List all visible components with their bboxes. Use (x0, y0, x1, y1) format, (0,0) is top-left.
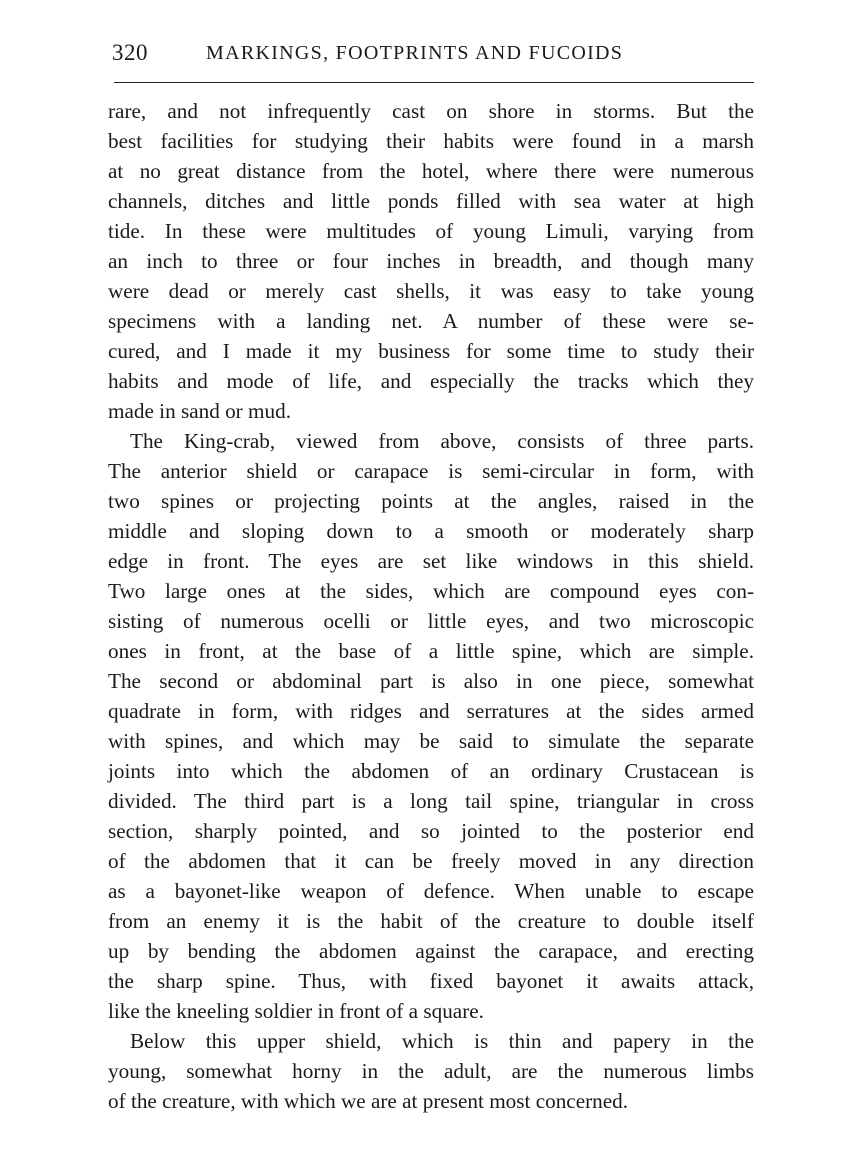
text-line: the sharp spine. Thus, with fixed bayonet it awaits attack, (108, 969, 754, 993)
text-line: channels, ditches and little ponds filled with sea water at high (108, 189, 754, 213)
text-line: joints into which the abdomen of an ordinary Crustacean is (108, 759, 754, 783)
text-line: edge in front. The eyes are set like windows in this shield. (108, 549, 754, 573)
text-line: The anterior shield or carapace is semi-circular in form, with (108, 459, 754, 483)
text-line: up by bending the abdomen against the carapace, and erecting (108, 939, 754, 963)
text-line: specimens with a landing net. A number of these were se- (108, 309, 754, 333)
text-line: as a bayonet-like weapon of defence. When unable to escape (108, 879, 754, 903)
page-number: 320 (112, 40, 148, 65)
text-line: quadrate in form, with ridges and serratures at the sides armed (108, 699, 754, 723)
text-line: divided. The third part is a long tail spine, triangular in cross (108, 789, 754, 813)
text-line: were dead or merely cast shells, it was easy to take young (108, 279, 754, 303)
text-line: rare, and not infrequently cast on shore in storms. But the (108, 99, 754, 123)
text-line: best facilities for studying their habits were found in a marsh (108, 129, 754, 153)
text-line: of the abdomen that it can be freely moved in any direction (108, 849, 754, 873)
text-line: an inch to three or four inches in breadth, and though many (108, 249, 754, 273)
body-text (108, 96, 754, 1116)
header-rule (114, 82, 754, 83)
text-line: with spines, and which may be said to simulate the separate (108, 729, 754, 753)
text-line: two spines or projecting points at the angles, raised in the (108, 489, 754, 513)
text-line: tide. In these were multitudes of young Limuli, varying from (108, 219, 754, 243)
text-line: made in sand or mud. (108, 399, 292, 423)
text-line: like the kneeling soldier in front of a square. (108, 999, 484, 1023)
text-line: middle and sloping down to a smooth or moderately sharp (108, 519, 754, 543)
text-line: section, sharply pointed, and so jointed to the posterior end (108, 819, 754, 843)
text-line: of the creature, with which we are at present most concerned. (108, 1089, 629, 1113)
text-line: sisting of numerous ocelli or little eyes, and two microscopic (108, 609, 754, 633)
page-header (112, 40, 756, 76)
paragraph (108, 1026, 754, 1116)
text-line: young, somewhat horny in the adult, are the numerous limbs (108, 1059, 754, 1083)
text-line: Below this upper shield, which is thin and papery in the (130, 1029, 754, 1053)
text-line: habits and mode of life, and especially the tracks which they (108, 369, 754, 393)
text-line: at no great distance from the hotel, where there were numerous (108, 159, 754, 183)
text-line: cured, and I made it my business for some time to study their (108, 339, 754, 363)
text-line: Two large ones at the sides, which are compound eyes con- (108, 579, 754, 603)
running-title: MARKINGS, FOOTPRINTS AND FUCOIDS (206, 42, 624, 64)
text-line: The second or abdominal part is also in one piece, somewhat (108, 669, 754, 693)
text-line: The King-crab, viewed from above, consists of three parts. (130, 429, 754, 453)
paragraph (108, 96, 754, 426)
text-line: from an enemy it is the habit of the creature to double itself (108, 909, 754, 933)
text-line: ones in front, at the base of a little spine, which are simple. (108, 639, 754, 663)
paragraph (108, 426, 754, 1026)
